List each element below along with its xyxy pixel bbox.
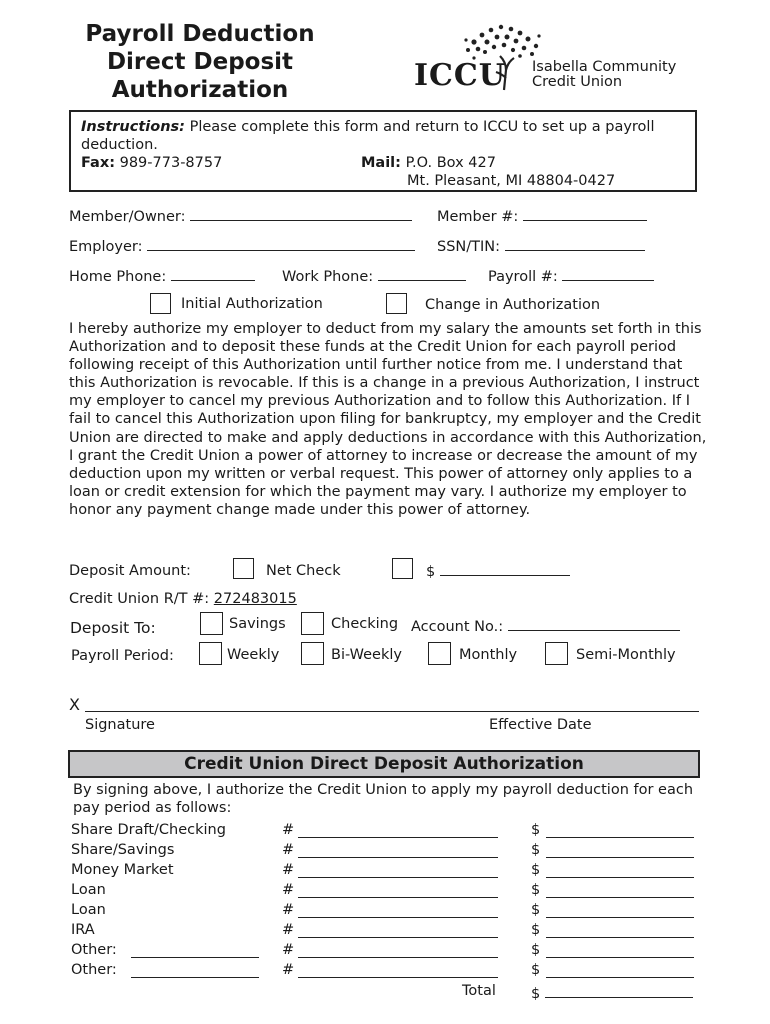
change-authorization-label: Change in Authorization bbox=[425, 297, 601, 313]
total-dollar-sign: $ bbox=[531, 986, 541, 1002]
deposit-to-label: Deposit To: bbox=[70, 619, 156, 637]
instructions-box bbox=[69, 110, 697, 192]
title-line: Direct Deposit bbox=[106, 49, 294, 75]
routing-label: Credit Union R/T #: bbox=[69, 591, 210, 607]
total-amount-field[interactable] bbox=[545, 983, 693, 998]
biweekly-checkbox[interactable] bbox=[301, 642, 324, 665]
allocation-row-label: Share/Savings bbox=[71, 842, 175, 858]
account-number-sign: # bbox=[282, 822, 295, 838]
allocation-row bbox=[0, 902, 770, 922]
home-phone-field[interactable] bbox=[171, 266, 255, 281]
account-number-label: Account No.: bbox=[411, 619, 504, 635]
allocation-row-label: Other: bbox=[71, 962, 117, 978]
title-line: Authorization bbox=[111, 77, 289, 103]
biweekly-label: Bi-Weekly bbox=[331, 647, 402, 663]
allocation-account-field[interactable] bbox=[298, 963, 498, 978]
payroll-period-label: Payroll Period: bbox=[71, 648, 174, 664]
weekly-label: Weekly bbox=[227, 647, 280, 663]
member-owner-field[interactable] bbox=[190, 206, 412, 221]
monthly-label: Monthly bbox=[459, 647, 518, 663]
allocation-row-label: Loan bbox=[71, 902, 106, 918]
routing-number: 272483015 bbox=[213, 591, 297, 607]
payroll-number-label: Payroll #: bbox=[488, 269, 558, 285]
checking-label: Checking bbox=[331, 616, 399, 632]
employer-field[interactable] bbox=[147, 236, 415, 251]
account-number-sign: # bbox=[282, 902, 295, 918]
allocation-amount-field[interactable] bbox=[546, 963, 694, 978]
other-description-field[interactable] bbox=[131, 963, 259, 978]
allocation-account-field[interactable] bbox=[298, 823, 498, 838]
allocation-dollar-sign: $ bbox=[531, 882, 541, 898]
employer-label: Employer: bbox=[69, 239, 143, 255]
allocation-amount-field[interactable] bbox=[546, 883, 694, 898]
account-number-sign: # bbox=[282, 862, 295, 878]
allocation-row-label: Other: bbox=[71, 942, 117, 958]
net-check-checkbox[interactable] bbox=[233, 558, 254, 579]
allocation-dollar-sign: $ bbox=[531, 922, 541, 938]
member-number-field[interactable] bbox=[523, 206, 647, 221]
fax-number: 989-773-8757 bbox=[119, 155, 223, 171]
allocation-amount-field[interactable] bbox=[546, 903, 694, 918]
allocation-dollar-sign: $ bbox=[531, 862, 541, 878]
allocation-row bbox=[0, 922, 770, 942]
total-label: Total bbox=[462, 983, 496, 999]
allocation-account-field[interactable] bbox=[298, 923, 498, 938]
net-check-label: Net Check bbox=[266, 563, 341, 579]
allocation-row bbox=[0, 862, 770, 882]
allocation-account-field[interactable] bbox=[298, 903, 498, 918]
mail-line: P.O. Box 427 bbox=[405, 155, 496, 171]
payroll-number-field[interactable] bbox=[562, 266, 654, 281]
monthly-checkbox[interactable] bbox=[428, 642, 451, 665]
initial-authorization-label: Initial Authorization bbox=[181, 296, 323, 312]
home-phone-label: Home Phone: bbox=[69, 269, 167, 285]
account-number-field[interactable] bbox=[508, 616, 680, 631]
allocation-dollar-sign: $ bbox=[531, 822, 541, 838]
account-number-sign: # bbox=[282, 882, 295, 898]
member-number-label: Member #: bbox=[437, 209, 519, 225]
allocation-row bbox=[0, 942, 770, 962]
allocation-account-field[interactable] bbox=[298, 883, 498, 898]
account-number-sign: # bbox=[282, 922, 295, 938]
signature-label: Signature bbox=[85, 717, 155, 733]
allocation-row bbox=[0, 962, 770, 982]
allocation-dollar-sign: $ bbox=[531, 902, 541, 918]
deposit-amount-label: Deposit Amount: bbox=[69, 563, 191, 579]
org-name-line: Isabella Community bbox=[532, 59, 677, 75]
mail-line: Mt. Pleasant, MI 48804-0427 bbox=[407, 173, 616, 189]
allocation-amount-field[interactable] bbox=[546, 943, 694, 958]
org-name bbox=[532, 60, 676, 90]
allocation-amount-field[interactable] bbox=[546, 863, 694, 878]
member-owner-label: Member/Owner: bbox=[69, 209, 186, 225]
checking-checkbox[interactable] bbox=[301, 612, 324, 635]
other-description-field[interactable] bbox=[131, 943, 259, 958]
deposit-amount-field[interactable] bbox=[440, 561, 570, 576]
mail-label: Mail: bbox=[361, 155, 401, 171]
change-authorization-checkbox[interactable] bbox=[386, 293, 407, 314]
ssn-tin-label: SSN/TIN: bbox=[437, 239, 501, 255]
allocation-row-label: Share Draft/Checking bbox=[71, 822, 226, 838]
allocation-amount-field[interactable] bbox=[546, 923, 694, 938]
title-line: Payroll Deduction bbox=[85, 21, 315, 47]
authorization-paragraph: I hereby authorize my employer to deduct from my salary the amounts set forth in this Authorization and to deposit these funds at the Credit Union for each payroll period following receipt of this Authorization until further notice from me. I understand that this Authorization is revocable. If this is a change in a previous Authorization, I instruct my employer to cancel my previous Authorization and to follow this Authorization. If I fail to cancel this Authorization upon filing for bankruptcy, my employer and the Credit Union are directed to make and apply deductions in accordance with this Authorization, I grant the Credit Union a power of attorney to increase or decrease the amount of my deduction upon my written or verbal request. This power of attorney only applies to a loan or credit extension for which the payment may vary. I authorize my employer to honor any payment change made under this power of attorney. bbox=[69, 321, 707, 518]
allocation-account-field[interactable] bbox=[298, 943, 498, 958]
form-title bbox=[60, 20, 340, 104]
work-phone-label: Work Phone: bbox=[282, 269, 374, 285]
account-number-sign: # bbox=[282, 942, 295, 958]
savings-checkbox[interactable] bbox=[200, 612, 223, 635]
allocation-amount-field[interactable] bbox=[546, 823, 694, 838]
instructions-label: Instructions: bbox=[81, 119, 185, 135]
allocation-row bbox=[0, 882, 770, 902]
allocation-row bbox=[0, 822, 770, 842]
allocation-row-label: IRA bbox=[71, 922, 95, 938]
work-phone-field[interactable] bbox=[378, 266, 466, 281]
instructions-text: Please complete this form and return to ICCU to set up a payroll deduction. bbox=[81, 119, 655, 153]
savings-label: Savings bbox=[229, 616, 286, 632]
initial-authorization-checkbox[interactable] bbox=[150, 293, 171, 314]
weekly-checkbox[interactable] bbox=[199, 642, 222, 665]
signature-line[interactable] bbox=[85, 711, 699, 712]
account-number-sign: # bbox=[282, 962, 295, 978]
allocation-row bbox=[0, 842, 770, 862]
account-number-sign: # bbox=[282, 842, 295, 858]
amount-checkbox[interactable] bbox=[392, 558, 413, 579]
signature-x: X bbox=[69, 695, 80, 714]
allocation-account-field[interactable] bbox=[298, 843, 498, 858]
allocation-account-field[interactable] bbox=[298, 863, 498, 878]
semimonthly-checkbox[interactable] bbox=[545, 642, 568, 665]
cu-intro-text: By signing above, I authorize the Credit Union to apply my payroll deduction for each pay period as follows: bbox=[73, 782, 694, 816]
ssn-tin-field[interactable] bbox=[505, 236, 645, 251]
dollar-sign: $ bbox=[426, 564, 436, 580]
semimonthly-label: Semi-Monthly bbox=[576, 647, 676, 663]
allocation-dollar-sign: $ bbox=[531, 942, 541, 958]
org-name-line: Credit Union bbox=[532, 74, 623, 90]
allocation-row-label: Loan bbox=[71, 882, 106, 898]
allocation-dollar-sign: $ bbox=[531, 842, 541, 858]
cu-section-banner: Credit Union Direct Deposit Authorization bbox=[68, 750, 700, 778]
logo-wordmark: ICCU bbox=[414, 58, 506, 93]
allocation-row-label: Money Market bbox=[71, 862, 174, 878]
allocation-dollar-sign: $ bbox=[531, 962, 541, 978]
iccu-logo bbox=[412, 22, 712, 102]
fax-label: Fax: bbox=[81, 155, 115, 171]
effective-date-label: Effective Date bbox=[489, 717, 592, 733]
allocation-amount-field[interactable] bbox=[546, 843, 694, 858]
